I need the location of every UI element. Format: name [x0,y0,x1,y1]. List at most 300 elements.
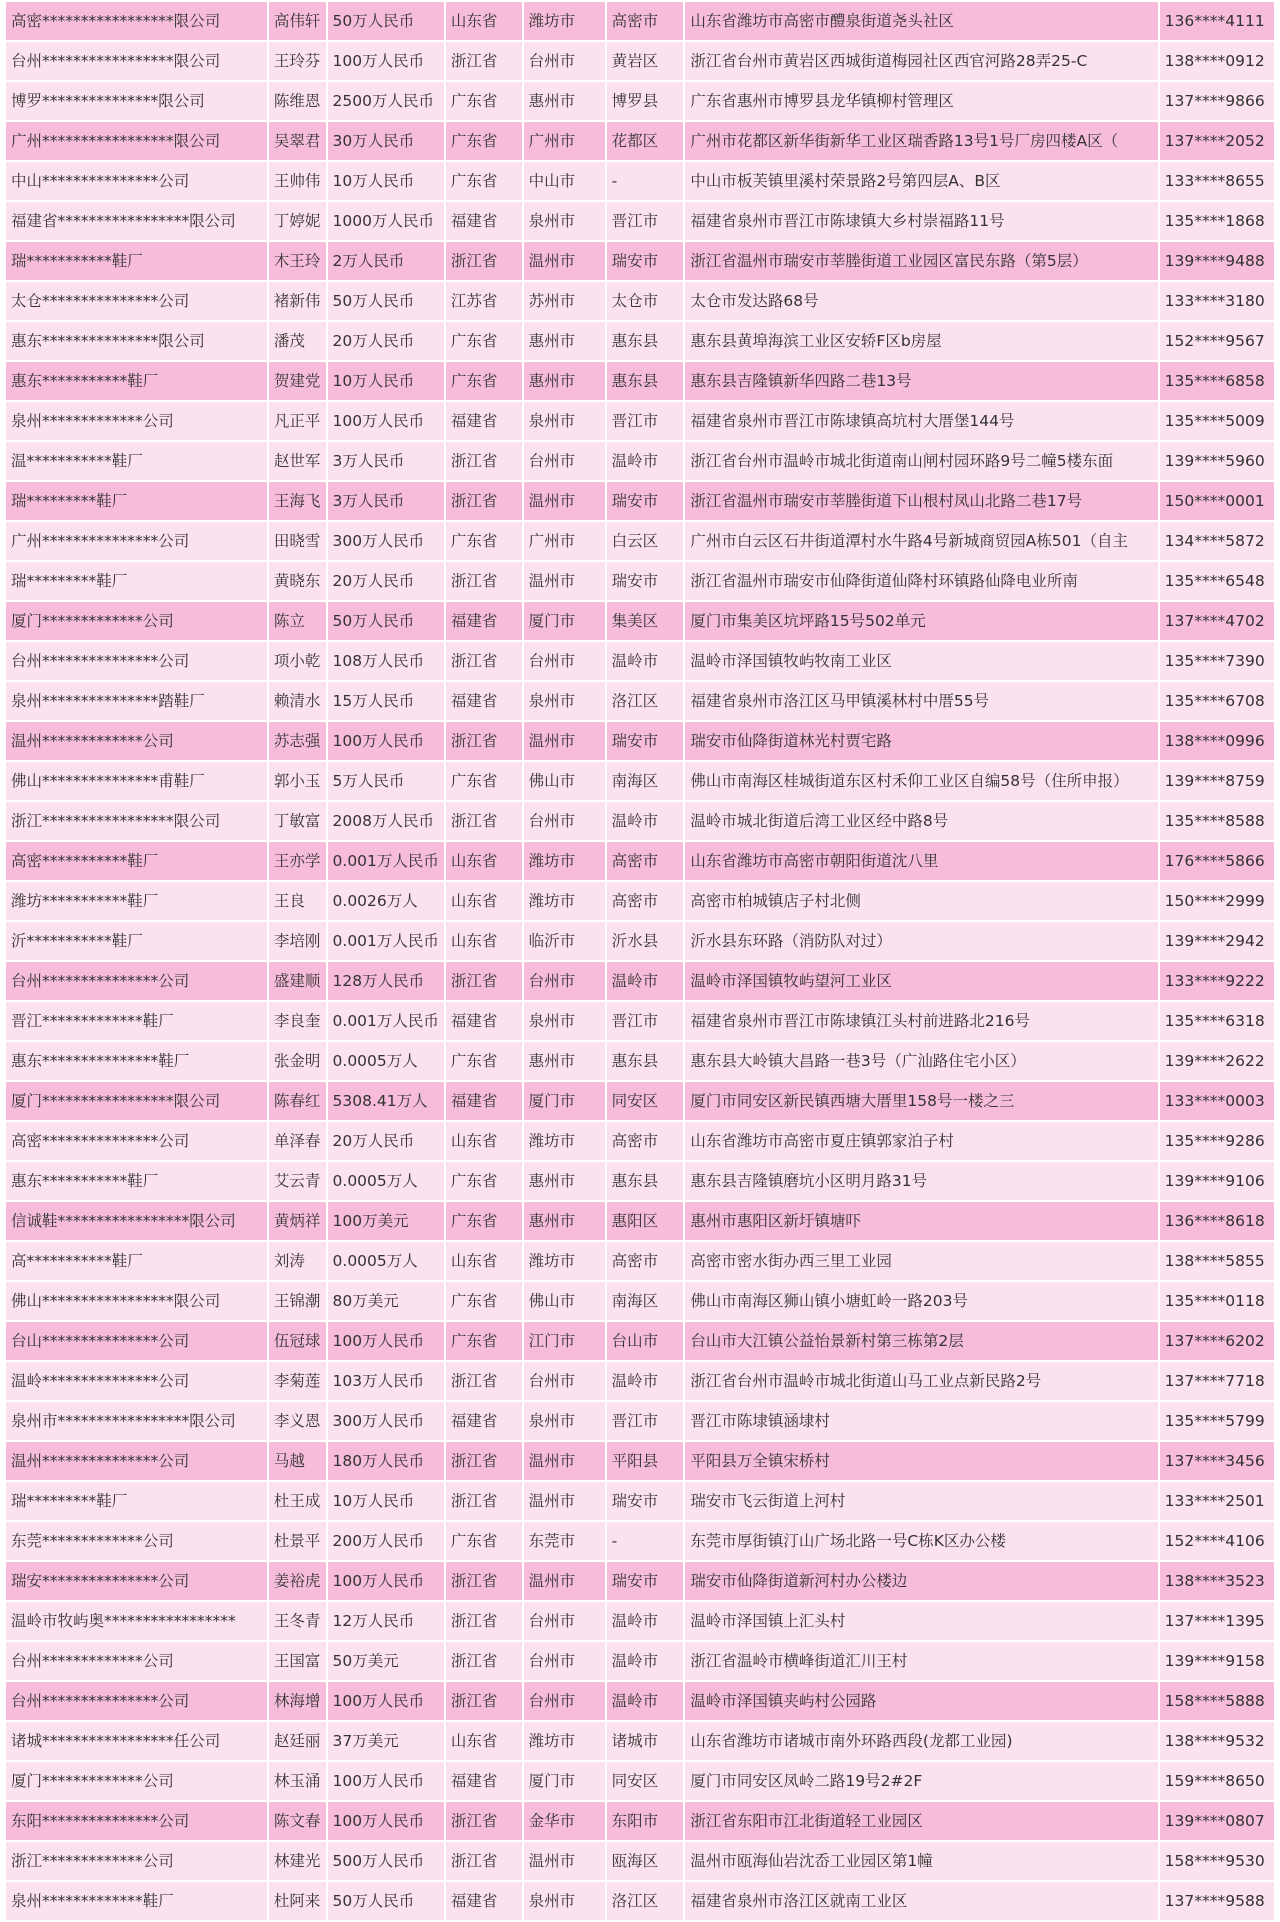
registered-capital-cell: 0.001万人民币 [328,1002,444,1040]
registered-capital-cell: 100万美元 [328,1202,444,1240]
table-row[interactable] [6,1602,1274,1640]
registered-capital-cell: 3万人民币 [328,442,444,480]
province-cell: 浙江省 [446,1682,522,1720]
province-cell: 福建省 [446,602,522,640]
phone-cell: 133****9222 [1160,962,1274,1000]
district-cell: 洛江区 [607,682,684,720]
address-cell: 山东省潍坊市高密市醴泉街道尧头社区 [685,2,1157,40]
legal-person-cell: 赵廷丽 [269,1722,326,1760]
phone-cell: 138****0912 [1160,42,1274,80]
province-cell: 浙江省 [446,562,522,600]
province-cell: 山东省 [446,1122,522,1160]
phone-cell: 152****9567 [1160,322,1274,360]
table-row[interactable] [6,842,1274,880]
city-cell: 台州市 [524,1682,605,1720]
legal-person-cell: 李良奎 [269,1002,326,1040]
address-cell: 瑞安市仙降街道林光村贾宅路 [685,722,1157,760]
company-name-cell: 台州***************公司 [6,962,267,1000]
registered-capital-cell: 100万人民币 [328,1682,444,1720]
province-cell: 浙江省 [446,1482,522,1520]
district-cell: 花都区 [607,122,684,160]
legal-person-cell: 王帅伟 [269,162,326,200]
province-cell: 广东省 [446,322,522,360]
registered-capital-cell: 5308.41万人 [328,1082,444,1120]
phone-cell: 137****3456 [1160,1442,1274,1480]
phone-cell: 135****6708 [1160,682,1274,720]
table-row[interactable] [6,202,1274,240]
city-cell: 泉州市 [524,682,605,720]
company-name-cell: 泉州市*****************限公司 [6,1402,267,1440]
address-cell: 厦门市同安区新民镇西塘大厝里158号一楼之三 [685,1082,1157,1120]
registered-capital-cell: 2万人民币 [328,242,444,280]
address-cell: 浙江省温州市瑞安市莘塍街道工业园区富民东路（第5层） [685,242,1157,280]
table-row[interactable] [6,762,1274,800]
district-cell: 南海区 [607,1282,684,1320]
address-cell: 晋江市陈埭镇涵埭村 [685,1402,1157,1440]
company-name-cell: 中山***************公司 [6,162,267,200]
company-name-cell: 高密***********鞋厂 [6,842,267,880]
address-cell: 浙江省台州市黄岩区西城街道梅园社区西官河路28弄25-C [685,42,1157,80]
company-name-cell: 东阳***************公司 [6,1802,267,1840]
registered-capital-cell: 100万人民币 [328,42,444,80]
address-cell: 浙江省台州市温岭市城北街道南山闸村园环路9号二幢5楼东面 [685,442,1157,480]
address-cell: 福建省泉州市晋江市陈埭镇大乡村崇福路11号 [685,202,1157,240]
table-row[interactable] [6,1682,1274,1720]
province-cell: 广东省 [446,362,522,400]
address-cell: 太仓市发达路68号 [685,282,1157,320]
table-row[interactable] [6,1122,1274,1160]
table-row[interactable] [6,642,1274,680]
province-cell: 浙江省 [446,1562,522,1600]
city-cell: 厦门市 [524,1762,605,1800]
legal-person-cell: 高伟轩 [269,2,326,40]
city-cell: 厦门市 [524,1082,605,1120]
address-cell: 福建省泉州市洛江区马甲镇溪林村中厝55号 [685,682,1157,720]
table-row[interactable] [6,2,1274,40]
table-row[interactable] [6,1162,1274,1200]
city-cell: 惠州市 [524,362,605,400]
city-cell: 温州市 [524,1442,605,1480]
registered-capital-cell: 10万人民币 [328,1482,444,1520]
table-row[interactable] [6,882,1274,920]
company-name-cell: 温岭***************公司 [6,1362,267,1400]
district-cell: 惠东县 [607,1042,684,1080]
table-row[interactable] [6,442,1274,480]
table-row[interactable] [6,1442,1274,1480]
table-row[interactable] [6,1042,1274,1080]
table-row[interactable] [6,1722,1274,1760]
legal-person-cell: 凡正平 [269,402,326,440]
phone-cell: 137****9588 [1160,1882,1274,1920]
phone-cell: 138****5855 [1160,1242,1274,1280]
city-cell: 温州市 [524,242,605,280]
registered-capital-cell: 2008万人民币 [328,802,444,840]
city-cell: 泉州市 [524,1002,605,1040]
district-cell: 惠东县 [607,322,684,360]
city-cell: 泉州市 [524,1882,605,1920]
company-name-cell: 福建省*****************限公司 [6,202,267,240]
legal-person-cell: 林玉涌 [269,1762,326,1800]
company-name-cell: 高密***************公司 [6,1122,267,1160]
district-cell: 东阳市 [607,1802,684,1840]
district-cell: 太仓市 [607,282,684,320]
company-name-cell: 瑞***********鞋厂 [6,242,267,280]
address-cell: 厦门市集美区坑坪路15号502单元 [685,602,1157,640]
table-row[interactable] [6,162,1274,200]
legal-person-cell: 林海增 [269,1682,326,1720]
company-name-cell: 瑞*********鞋厂 [6,482,267,520]
address-cell: 平阳县万全镇宋桥村 [685,1442,1157,1480]
province-cell: 广东省 [446,122,522,160]
province-cell: 浙江省 [446,1842,522,1880]
legal-person-cell: 陈立 [269,602,326,640]
legal-person-cell: 王冬青 [269,1602,326,1640]
registered-capital-cell: 100万人民币 [328,1802,444,1840]
address-cell: 瑞安市仙降街道新河村办公楼边 [685,1562,1157,1600]
registered-capital-cell: 0.0005万人 [328,1042,444,1080]
registered-capital-cell: 3万人民币 [328,482,444,520]
province-cell: 福建省 [446,1402,522,1440]
phone-cell: 133****0003 [1160,1082,1274,1120]
registered-capital-cell: 103万人民币 [328,1362,444,1400]
registered-capital-cell: 2500万人民币 [328,82,444,120]
table-row[interactable] [6,1882,1274,1920]
district-cell: 晋江市 [607,402,684,440]
table-row[interactable] [6,1322,1274,1360]
phone-cell: 139****9488 [1160,242,1274,280]
city-cell: 台州市 [524,962,605,1000]
legal-person-cell: 王良 [269,882,326,920]
legal-person-cell: 张金明 [269,1042,326,1080]
address-cell: 福建省泉州市洛江区就南工业区 [685,1882,1157,1920]
phone-cell: 133****2501 [1160,1482,1274,1520]
table-row[interactable] [6,1242,1274,1280]
table-row[interactable] [6,682,1274,720]
company-name-cell: 台州***************公司 [6,1682,267,1720]
address-cell: 广州市白云区石井街道潭村水牛路4号新城商贸园A栋501（自主 [685,522,1157,560]
table-row[interactable] [6,282,1274,320]
legal-person-cell: 吴翠君 [269,122,326,160]
legal-person-cell: 郭小玉 [269,762,326,800]
table-row[interactable] [6,1082,1274,1120]
city-cell: 苏州市 [524,282,605,320]
registered-capital-cell: 50万人民币 [328,602,444,640]
district-cell: 温岭市 [607,1682,684,1720]
company-name-cell: 浙江*****************限公司 [6,802,267,840]
registered-capital-cell: 50万人民币 [328,2,444,40]
table-row[interactable] [6,1562,1274,1600]
company-name-cell: 厦门*************公司 [6,602,267,640]
address-cell: 温岭市城北街道后湾工业区经中路8号 [685,802,1157,840]
district-cell: 高密市 [607,882,684,920]
legal-person-cell: 李菊莲 [269,1362,326,1400]
legal-person-cell: 陈维恩 [269,82,326,120]
district-cell: 温岭市 [607,442,684,480]
district-cell: 瑞安市 [607,242,684,280]
city-cell: 温州市 [524,562,605,600]
company-name-cell: 太仓***************公司 [6,282,267,320]
legal-person-cell: 贺建党 [269,362,326,400]
registered-capital-cell: 10万人民币 [328,162,444,200]
table-row[interactable] [6,1802,1274,1840]
province-cell: 山东省 [446,1722,522,1760]
phone-cell: 135****6858 [1160,362,1274,400]
legal-person-cell: 杜王成 [269,1482,326,1520]
address-cell: 惠东县大岭镇大昌路一巷3号（广汕路住宅小区） [685,1042,1157,1080]
phone-cell: 135****1868 [1160,202,1274,240]
table-row[interactable] [6,562,1274,600]
province-cell: 江苏省 [446,282,522,320]
company-name-cell: 厦门*************公司 [6,1762,267,1800]
district-cell: 晋江市 [607,202,684,240]
phone-cell: 135****6548 [1160,562,1274,600]
table-row[interactable] [6,1642,1274,1680]
company-name-cell: 高***********鞋厂 [6,1242,267,1280]
district-cell: 温岭市 [607,802,684,840]
registered-capital-cell: 15万人民币 [328,682,444,720]
table-row[interactable] [6,322,1274,360]
phone-cell: 137****1395 [1160,1602,1274,1640]
legal-person-cell: 刘涛 [269,1242,326,1280]
table-row[interactable] [6,82,1274,120]
address-cell: 台山市大江镇公益怡景新村第三栋第2层 [685,1322,1157,1360]
district-cell: 晋江市 [607,1402,684,1440]
district-cell: 高密市 [607,1122,684,1160]
company-name-cell: 沂***********鞋厂 [6,922,267,960]
district-cell: 温岭市 [607,1602,684,1640]
city-cell: 临沂市 [524,922,605,960]
address-cell: 温岭市泽国镇牧屿牧南工业区 [685,642,1157,680]
legal-person-cell: 李培刚 [269,922,326,960]
province-cell: 福建省 [446,402,522,440]
table-row[interactable] [6,802,1274,840]
legal-person-cell: 马越 [269,1442,326,1480]
table-row[interactable] [6,1402,1274,1440]
table-row[interactable] [6,1362,1274,1400]
company-name-cell: 温州*************公司 [6,722,267,760]
registered-capital-cell: 100万人民币 [328,402,444,440]
table-row[interactable] [6,962,1274,1000]
table-row[interactable] [6,1002,1274,1040]
company-name-cell: 厦门*****************限公司 [6,1082,267,1120]
phone-cell: 139****9158 [1160,1642,1274,1680]
table-row[interactable] [6,1482,1274,1520]
district-cell: 洛江区 [607,1882,684,1920]
legal-person-cell: 项小乾 [269,642,326,680]
province-cell: 山东省 [446,882,522,920]
province-cell: 福建省 [446,682,522,720]
table-row[interactable] [6,242,1274,280]
district-cell: 温岭市 [607,642,684,680]
registered-capital-cell: 37万美元 [328,1722,444,1760]
city-cell: 广州市 [524,522,605,560]
address-cell: 东莞市厚街镇汀山广场北路一号C栋K区办公楼 [685,1522,1157,1560]
company-name-cell: 台州*************公司 [6,1642,267,1680]
legal-person-cell: 王国富 [269,1642,326,1680]
table-row[interactable] [6,522,1274,560]
address-cell: 惠东县黄埠海滨工业区安轿F区b房屋 [685,322,1157,360]
registered-capital-cell: 108万人民币 [328,642,444,680]
legal-person-cell: 丁敏富 [269,802,326,840]
city-cell: 东莞市 [524,1522,605,1560]
registered-capital-cell: 180万人民币 [328,1442,444,1480]
company-name-cell: 高密*****************限公司 [6,2,267,40]
address-cell: 温岭市泽国镇上汇头村 [685,1602,1157,1640]
registered-capital-cell: 12万人民币 [328,1602,444,1640]
phone-cell: 133****8655 [1160,162,1274,200]
address-cell: 中山市板芙镇里溪村荣景路2号第四层A、B区 [685,162,1157,200]
legal-person-cell: 黄炳祥 [269,1202,326,1240]
company-name-cell: 台山***************公司 [6,1322,267,1360]
district-cell: 南海区 [607,762,684,800]
district-cell: 白云区 [607,522,684,560]
table-row[interactable] [6,1282,1274,1320]
legal-person-cell: 赵世军 [269,442,326,480]
province-cell: 浙江省 [446,1602,522,1640]
city-cell: 惠州市 [524,1202,605,1240]
company-name-cell: 佛山***************甫鞋厂 [6,762,267,800]
phone-cell: 152****4106 [1160,1522,1274,1560]
legal-person-cell: 苏志强 [269,722,326,760]
district-cell: 平阳县 [607,1442,684,1480]
legal-person-cell: 田晓雪 [269,522,326,560]
province-cell: 广东省 [446,1282,522,1320]
address-cell: 高密市密水街办西三里工业园 [685,1242,1157,1280]
district-cell: 高密市 [607,842,684,880]
table-row[interactable] [6,922,1274,960]
company-name-cell: 惠东***************鞋厂 [6,1042,267,1080]
table-row[interactable] [6,402,1274,440]
district-cell: 瑞安市 [607,1562,684,1600]
province-cell: 福建省 [446,1882,522,1920]
province-cell: 浙江省 [446,1442,522,1480]
district-cell: 温岭市 [607,962,684,1000]
table-row[interactable] [6,602,1274,640]
table-row[interactable] [6,1202,1274,1240]
phone-cell: 137****9866 [1160,82,1274,120]
address-cell: 惠东县吉隆镇磨坑小区明月路31号 [685,1162,1157,1200]
city-cell: 台州市 [524,42,605,80]
district-cell: 惠东县 [607,362,684,400]
district-cell: - [607,1522,684,1560]
province-cell: 山东省 [446,1242,522,1280]
address-cell: 瑞安市飞云街道上河村 [685,1482,1157,1520]
company-name-cell: 泉州***************踏鞋厂 [6,682,267,720]
company-name-cell: 瑞*********鞋厂 [6,1482,267,1520]
company-name-cell: 瑞安***************公司 [6,1562,267,1600]
address-cell: 惠东县吉隆镇新华四路二巷13号 [685,362,1157,400]
company-name-cell: 泉州*************鞋厂 [6,1882,267,1920]
province-cell: 广东省 [446,82,522,120]
city-cell: 潍坊市 [524,1122,605,1160]
district-cell: 惠阳区 [607,1202,684,1240]
legal-person-cell: 姜裕虎 [269,1562,326,1600]
address-cell: 福建省泉州市晋江市陈埭镇江头村前进路北216号 [685,1002,1157,1040]
table-row[interactable] [6,1762,1274,1800]
registered-capital-cell: 0.0005万人 [328,1162,444,1200]
registered-capital-cell: 50万人民币 [328,1882,444,1920]
district-cell: 同安区 [607,1762,684,1800]
table-row[interactable] [6,42,1274,80]
phone-cell: 134****5872 [1160,522,1274,560]
legal-person-cell: 黄晓东 [269,562,326,600]
address-cell: 山东省潍坊市高密市夏庄镇郭家泊子村 [685,1122,1157,1160]
city-cell: 潍坊市 [524,1242,605,1280]
registered-capital-cell: 5万人民币 [328,762,444,800]
legal-person-cell: 王海飞 [269,482,326,520]
province-cell: 广东省 [446,1322,522,1360]
registered-capital-cell: 10万人民币 [328,362,444,400]
company-name-cell: 广州*****************限公司 [6,122,267,160]
district-cell: 同安区 [607,1082,684,1120]
city-cell: 温州市 [524,722,605,760]
city-cell: 潍坊市 [524,2,605,40]
province-cell: 浙江省 [446,722,522,760]
province-cell: 福建省 [446,1002,522,1040]
province-cell: 福建省 [446,202,522,240]
district-cell: 瑞安市 [607,1482,684,1520]
city-cell: 台州市 [524,1602,605,1640]
company-name-cell: 瑞*********鞋厂 [6,562,267,600]
legal-person-cell: 王亦学 [269,842,326,880]
city-cell: 泉州市 [524,402,605,440]
province-cell: 广东省 [446,522,522,560]
company-table-sheet [4,0,1276,1922]
registered-capital-cell: 0.001万人民币 [328,842,444,880]
phone-cell: 150****0001 [1160,482,1274,520]
table-row[interactable] [6,122,1274,160]
address-cell: 佛山市南海区桂城街道东区村禾仰工业区自编58号（住所申报） [685,762,1157,800]
table-row[interactable] [6,362,1274,400]
registered-capital-cell: 80万美元 [328,1282,444,1320]
district-cell: 瑞安市 [607,722,684,760]
province-cell: 山东省 [446,922,522,960]
registered-capital-cell: 1000万人民币 [328,202,444,240]
district-cell: 温岭市 [607,1362,684,1400]
city-cell: 台州市 [524,1362,605,1400]
city-cell: 温州市 [524,1842,605,1880]
registered-capital-cell: 20万人民币 [328,322,444,360]
address-cell: 山东省潍坊市高密市朝阳街道沈八里 [685,842,1157,880]
table-row[interactable] [6,1842,1274,1880]
company-name-cell: 温岭市牧屿奥***************** [6,1602,267,1640]
city-cell: 惠州市 [524,1042,605,1080]
city-cell: 泉州市 [524,1402,605,1440]
phone-cell: 137****2052 [1160,122,1274,160]
registered-capital-cell: 128万人民币 [328,962,444,1000]
phone-cell: 139****9106 [1160,1162,1274,1200]
province-cell: 浙江省 [446,482,522,520]
province-cell: 广东省 [446,1522,522,1560]
registered-capital-cell: 30万人民币 [328,122,444,160]
address-cell: 佛山市南海区狮山镇小塘虹岭一路203号 [685,1282,1157,1320]
table-row[interactable] [6,482,1274,520]
legal-person-cell: 赖清水 [269,682,326,720]
address-cell: 温岭市泽国镇夹屿村公园路 [685,1682,1157,1720]
phone-cell: 137****7718 [1160,1362,1274,1400]
district-cell: 温岭市 [607,1642,684,1680]
phone-cell: 138****3523 [1160,1562,1274,1600]
address-cell: 山东省潍坊市诸城市南外环路西段(龙都工业园) [685,1722,1157,1760]
province-cell: 浙江省 [446,1362,522,1400]
table-row[interactable] [6,1522,1274,1560]
table-row[interactable] [6,722,1274,760]
phone-cell: 136****8618 [1160,1202,1274,1240]
company-name-cell: 东莞*************公司 [6,1522,267,1560]
address-cell: 浙江省温岭市横峰街道汇川王村 [685,1642,1157,1680]
legal-person-cell: 杜阿来 [269,1882,326,1920]
district-cell: 高密市 [607,1242,684,1280]
